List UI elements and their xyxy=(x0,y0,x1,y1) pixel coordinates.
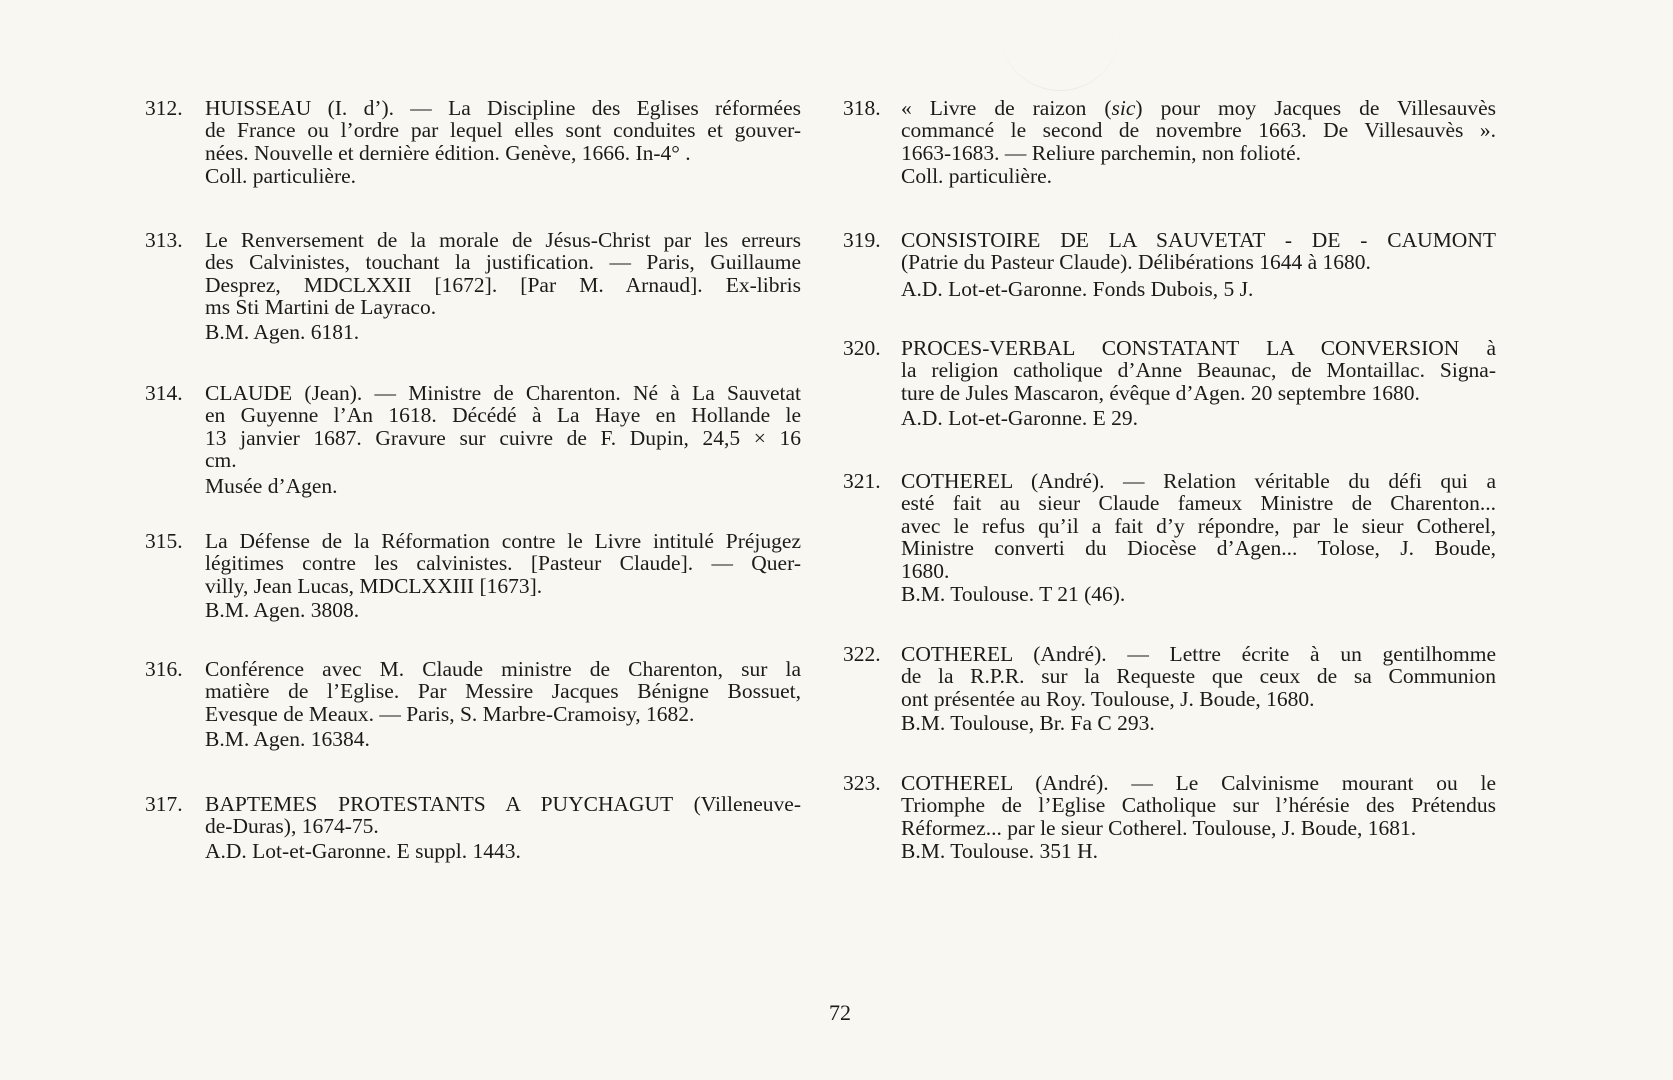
entry-line: Desprez, MDCLXXII [1672]. [Par M. Arnaud]. Ex-libris xyxy=(205,272,801,297)
entry-line: en Guyenne l’An 1618. Décédé à La Haye en Hollande le xyxy=(205,403,801,428)
entry-description xyxy=(205,382,801,472)
entry-line: commancé le second de novembre 1663. De Villesauvès ». xyxy=(901,118,1496,143)
catalogue-entry-321 xyxy=(843,470,1503,610)
page-number: 72 xyxy=(829,1000,851,1025)
entry-line: de France ou l’ordre par lequel elles sont conduites et gouver- xyxy=(205,118,801,143)
entry-line: Conférence avec M. Claude ministre de Charenton, sur la xyxy=(205,657,801,681)
entry-number: 319. xyxy=(843,228,881,252)
entry-holding: B.M. Toulouse. T 21 (46). xyxy=(901,582,1126,606)
entry-holding: B.M. Agen. 3808. xyxy=(205,598,360,622)
entry-description xyxy=(205,658,801,725)
catalogue-entry-313 xyxy=(145,229,805,349)
page-fold-shadow xyxy=(1000,0,1120,91)
entry-line: Triomphe de l’Eglise Catholique sur l’hérésie des Prétendus xyxy=(901,793,1496,818)
entry-line: de-Duras), 1674-75. xyxy=(205,814,379,839)
entry-number: 318. xyxy=(843,96,881,120)
entry-line: nées. Nouvelle et dernière édition. Genève, 1666. In-4° . xyxy=(205,140,691,165)
entry-number: 316. xyxy=(145,657,183,681)
entry-description xyxy=(205,793,801,838)
entry-holding: Coll. particulière. xyxy=(205,164,357,188)
catalogue-entry-317 xyxy=(145,793,805,873)
entry-description xyxy=(205,530,801,597)
entry-holding: A.D. Lot-et-Garonne. E suppl. 1443. xyxy=(205,839,521,863)
entry-description xyxy=(901,772,1496,839)
catalogue-entry-318 xyxy=(843,97,1503,197)
catalogue-entry-322 xyxy=(843,643,1503,743)
entry-holding: Coll. particulière. xyxy=(901,164,1053,188)
catalogue-entry-319 xyxy=(843,229,1503,309)
entry-line: BAPTEMES PROTESTANTS A PUYCHAGUT (Villeneuve- xyxy=(205,792,801,816)
entry-line: ont présentée au Roy. Toulouse, J. Boude, 1680. xyxy=(901,686,1315,711)
entry-description xyxy=(901,337,1496,404)
entry-number: 321. xyxy=(843,469,881,493)
entry-line: légitimes contre les calvinistes. [Pasteur Claude]. — Quer- xyxy=(205,551,801,576)
entry-line: la religion catholique d’Anne Beaunac, de Montaillac. Signa- xyxy=(901,358,1496,383)
entry-line: avec le refus qu’il a fait d’y répondre, par le sieur Cotherel, xyxy=(901,513,1496,538)
entry-line: COTHEREL (André). — Relation véritable du défi qui a xyxy=(901,469,1496,493)
entry-number: 313. xyxy=(145,228,183,252)
entry-holding: B.M. Agen. 16384. xyxy=(205,727,370,751)
entry-number: 322. xyxy=(843,642,881,666)
entry-line: villy, Jean Lucas, MDCLXXIII [1673]. xyxy=(205,573,543,598)
entry-line: esté fait au sieur Claude fameux Ministre de Charenton... xyxy=(901,491,1496,516)
entry-line: COTHEREL (André). — Le Calvinisme mourant ou le xyxy=(901,771,1496,795)
entry-holding: Musée d’Agen. xyxy=(205,474,338,498)
entry-line: matière de l’Eglise. Par Messire Jacques Bénigne Bossuet, xyxy=(205,679,801,704)
entry-description xyxy=(901,470,1496,582)
entry-description xyxy=(901,97,1496,164)
entry-number: 312. xyxy=(145,96,183,120)
entry-description xyxy=(205,229,801,319)
entry-number: 323. xyxy=(843,771,881,795)
entry-line: Ministre converti du Diocèse d’Agen... Tolose, J. Boude, xyxy=(901,536,1496,561)
entry-number: 317. xyxy=(145,792,183,816)
entry-holding: A.D. Lot-et-Garonne. Fonds Dubois, 5 J. xyxy=(901,277,1254,301)
entry-number: 314. xyxy=(145,381,183,405)
catalogue-entry-316 xyxy=(145,658,805,758)
entry-line: Réformez... par le sieur Cotherel. Toulouse, J. Boude, 1681. xyxy=(901,815,1417,840)
catalogue-entry-314 xyxy=(145,382,805,502)
entry-line: PROCES-VERBAL CONSTATANT LA CONVERSION à xyxy=(901,336,1496,360)
catalogue-entry-312 xyxy=(145,97,805,197)
entry-line: de la R.P.R. sur la Requeste que ceux de sa Communion xyxy=(901,664,1496,689)
entry-line: ms Sti Martini de Layraco. xyxy=(205,295,437,320)
entry-line: 1663-1683. — Reliure parchemin, non folioté. xyxy=(901,140,1302,165)
catalogue-entry-315 xyxy=(145,530,805,630)
entry-description xyxy=(901,643,1496,710)
entry-number: 315. xyxy=(145,529,183,553)
entry-line: CLAUDE (Jean). — Ministre de Charenton. Né à La Sauvetat xyxy=(205,381,801,405)
entry-line: 13 janvier 1687. Gravure sur cuivre de F. Dupin, 24,5 × 16 xyxy=(205,425,801,450)
entry-holding: B.M. Toulouse. 351 H. xyxy=(901,839,1098,863)
italic-sic: sic xyxy=(1111,96,1136,120)
entry-line: ture de Jules Mascaron, évêque d’Agen. 20 septembre 1680. xyxy=(901,380,1420,405)
entry-line: cm. xyxy=(205,448,237,473)
entry-line: 1680. xyxy=(901,558,950,583)
entry-line: CONSISTOIRE DE LA SAUVETAT - DE - CAUMONT xyxy=(901,228,1496,252)
entry-number: 320. xyxy=(843,336,881,360)
entry-holding: B.M. Agen. 6181. xyxy=(205,320,360,344)
entry-holding: B.M. Toulouse, Br. Fa C 293. xyxy=(901,711,1155,735)
catalogue-entry-323 xyxy=(843,772,1503,872)
entry-line: « Livre de raizon (sic) pour moy Jacques de Villesauvès xyxy=(901,96,1497,120)
catalogue-entry-320 xyxy=(843,337,1503,437)
entry-description xyxy=(205,97,801,164)
entry-line: Evesque de Meaux. — Paris, S. Marbre-Cramoisy, 1682. xyxy=(205,701,695,726)
entry-line: HUISSEAU (I. d’). — La Discipline des Eglises réformées xyxy=(205,96,801,120)
entry-line: La Défense de la Réformation contre le Livre intitulé Préjugez xyxy=(205,529,801,553)
entry-line: (Patrie du Pasteur Claude). Délibérations 1644 à 1680. xyxy=(901,250,1371,275)
entry-description xyxy=(901,229,1496,274)
entry-line: des Calvinistes, touchant la justification. — Paris, Guillaume xyxy=(205,250,801,275)
entry-holding: A.D. Lot-et-Garonne. E 29. xyxy=(901,406,1139,430)
entry-line: Le Renversement de la morale de Jésus-Christ par les erreurs xyxy=(205,228,801,252)
entry-line: COTHEREL (André). — Lettre écrite à un gentilhomme xyxy=(901,642,1496,666)
